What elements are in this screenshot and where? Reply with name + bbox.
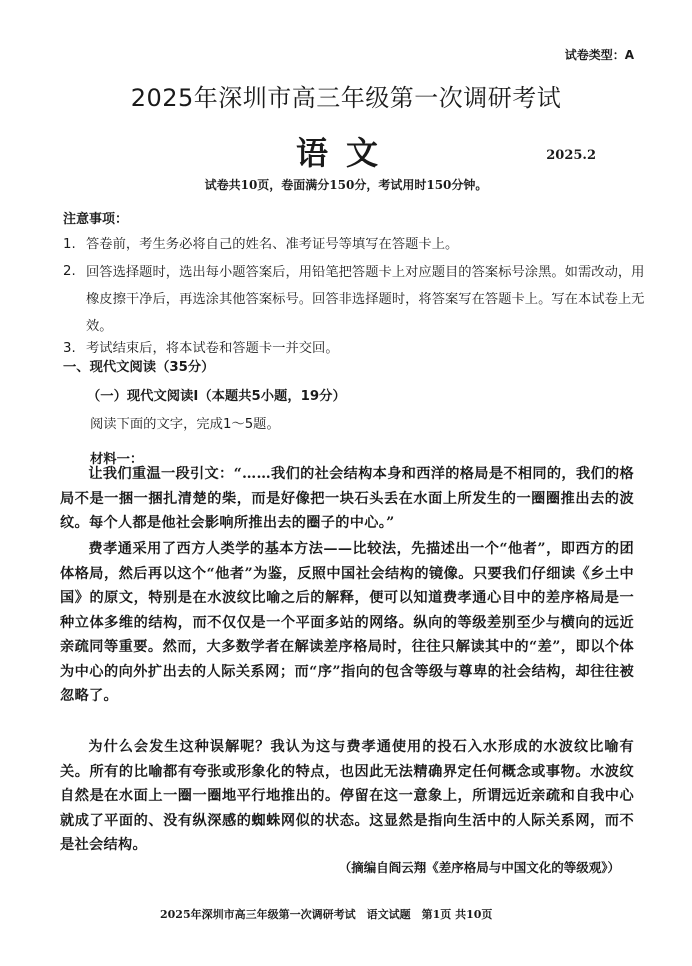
exam-date: 2025.2 [546, 148, 596, 163]
reading-instruction: 阅读下面的文字，完成1～5题。 [90, 417, 280, 432]
note-text: 回答选择题时，选出每小题答案后，用铅笔把答题卡上对应题目的答案标号涂黑。如需改动，用橡皮擦干净后，再选涂其他答案标号。回答非选择题时，将答案写在答题卡上。写在本试卷上无效。 [86, 265, 645, 334]
note-number: 2. [63, 264, 76, 279]
source-citation: （摘编自阎云翔《差序格局与中国文化的等级观》） [338, 860, 620, 875]
passage-paragraph: 费孝通采用了西方人类学的基本方法——比较法，先描述出一个“他者”，即西方的团体格局，然后再以这个“他者”为鉴，反照中国社会结构的镜像。只要我们仔细读《乡土中国》的原文，特别是在水波纹比喻之后的解释，便可以知道费孝通心目中的差序格局是一种立体多维的结构，而不仅仅是一个平面多站的网络。纵向的等级差别至少与横向的远近亲疏同等重要。然而，大多数学者在解读差序格局时，往往只解读其中的“差”，即以个体为中心的向外扩出去的人际关系网；而“序”指向的包含等级与尊卑的社会结构，却往往被忽略了。 [60, 541, 634, 704]
notes-heading: 注意事项： [63, 212, 129, 227]
material-label: 材料一： [90, 452, 144, 467]
passage-paragraph: 让我们重温一段引文：“……我们的社会结构本身和西洋的格局是不相同的，我们的格局不是一捆一捆扎清楚的柴，而是好像把一块石头丢在水面上所发生的一圈圈推出去的波纹。每个人都是他社会影响所推出去的圈子的中心。” [60, 466, 634, 531]
exam-info: 试卷共10页，卷面满分150分，考试用时150分钟。 [204, 178, 488, 192]
exam-title: 2025年深圳市高三年级第一次调研考试 [130, 84, 562, 112]
section-heading: 一、现代文阅读（35分） [63, 360, 215, 375]
subject-title: 语文 [295, 134, 396, 172]
note-text: 考试结束后，将本试卷和答题卡一并交回。 [86, 341, 339, 356]
note-number: 3. [63, 341, 76, 356]
note-number: 1. [63, 237, 76, 252]
subsection-heading: （一）现代文阅读Ⅰ（本题共5小题，19分） [87, 389, 346, 404]
page-footer: 2025年深圳市高三年级第一次调研考试 语文试题 第1页 共10页 [160, 908, 493, 921]
paper-type-label: 试卷类型：A [564, 48, 634, 62]
note-text: 答卷前，考生务必将自己的姓名、准考证号等填写在答题卡上。 [86, 237, 459, 252]
passage-paragraph: 为什么会发生这种误解呢？我认为这与费孝通使用的投石入水形成的水波纹比喻有关。所有的比喻都有夸张或形象化的特点，也因此无法精确界定任何概念或事物。水波纹自然是在水面上一圈一圈地平行地推出的。停留在这一意象上，所谓远近亲疏和自我中心就成了平面的、没有纵深感的蜘蛛网似的状态。这显然是指向生活中的人际关系网，而不是社会结构。 [60, 739, 634, 853]
